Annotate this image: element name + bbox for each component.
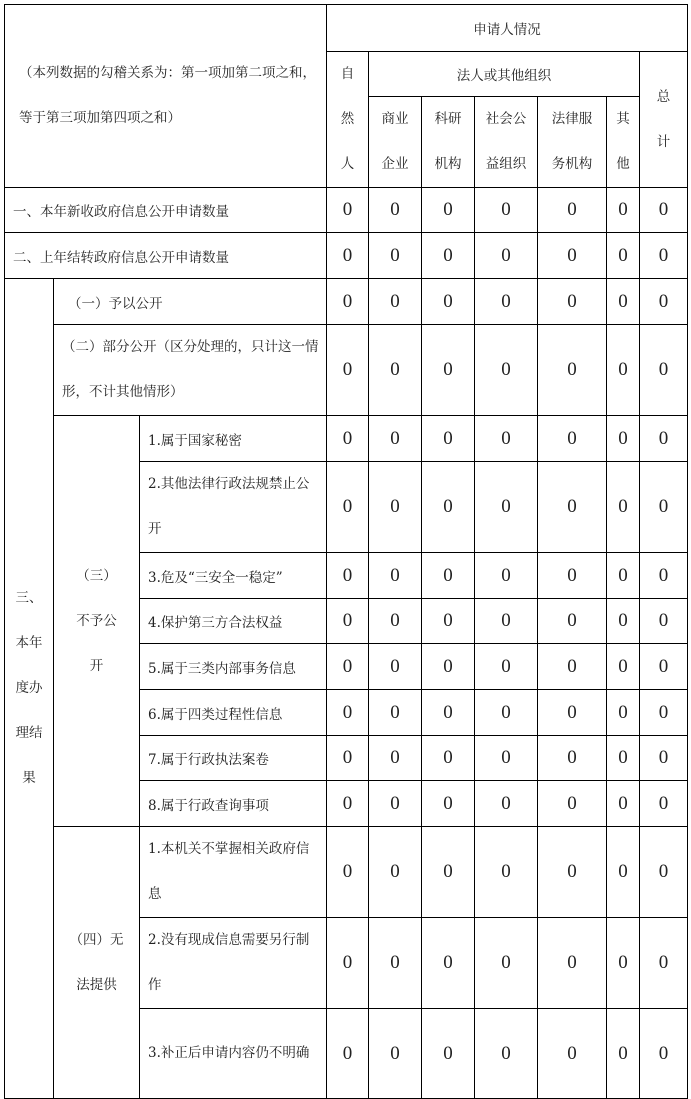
table-row-unable-1 bbox=[5, 827, 688, 918]
value-cell: 0 bbox=[369, 644, 422, 690]
value-cell: 0 bbox=[327, 279, 369, 325]
table-row-partially-disclosed bbox=[5, 325, 688, 416]
value-cell: 0 bbox=[640, 416, 688, 462]
value-cell: 0 bbox=[422, 599, 475, 644]
value-cell: 0 bbox=[327, 233, 369, 279]
value-cell: 0 bbox=[607, 416, 640, 462]
row-label-internal-affairs: 5.属于三类内部事务信息 bbox=[140, 644, 327, 690]
value-cell: 0 bbox=[422, 188, 475, 233]
value-cell: 0 bbox=[327, 736, 369, 781]
value-cell: 0 bbox=[327, 553, 369, 599]
value-cell: 0 bbox=[538, 1009, 607, 1099]
value-cell: 0 bbox=[607, 553, 640, 599]
group-label-unable-to-provide bbox=[54, 827, 140, 1099]
value-cell: 0 bbox=[369, 918, 422, 1009]
value-cell: 0 bbox=[327, 918, 369, 1009]
value-cell: 0 bbox=[640, 1009, 688, 1099]
header-natural-person: 自然人 bbox=[327, 52, 369, 188]
value-cell: 0 bbox=[369, 279, 422, 325]
value-cell: 0 bbox=[422, 781, 475, 827]
value-cell: 0 bbox=[422, 325, 475, 416]
value-cell: 0 bbox=[607, 325, 640, 416]
value-cell: 0 bbox=[475, 736, 538, 781]
value-cell: 0 bbox=[369, 827, 422, 918]
value-cell: 0 bbox=[369, 188, 422, 233]
value-cell: 0 bbox=[607, 781, 640, 827]
group-label-not-disclosed-text: （三）不予公开 bbox=[76, 567, 117, 674]
value-cell: 0 bbox=[640, 188, 688, 233]
header-total: 总计 bbox=[640, 52, 688, 188]
row-label-disclosed: （一）予以公开 bbox=[54, 279, 327, 325]
value-cell: 0 bbox=[607, 918, 640, 1009]
row-label-needs-creation: 2.没有现成信息需要另行制作 bbox=[140, 918, 327, 1009]
value-cell: 0 bbox=[369, 781, 422, 827]
value-cell: 0 bbox=[369, 690, 422, 736]
value-cell: 0 bbox=[607, 644, 640, 690]
row-label-not-held: 1.本机关不掌握相关政府信息 bbox=[140, 827, 327, 918]
value-cell: 0 bbox=[369, 553, 422, 599]
value-cell: 0 bbox=[607, 736, 640, 781]
value-cell: 0 bbox=[538, 416, 607, 462]
value-cell: 0 bbox=[422, 644, 475, 690]
value-cell: 0 bbox=[640, 279, 688, 325]
value-cell: 0 bbox=[327, 188, 369, 233]
value-cell: 0 bbox=[607, 462, 640, 553]
value-cell: 0 bbox=[475, 599, 538, 644]
value-cell: 0 bbox=[538, 781, 607, 827]
value-cell: 0 bbox=[640, 644, 688, 690]
value-cell: 0 bbox=[369, 416, 422, 462]
value-cell: 0 bbox=[475, 553, 538, 599]
header-research: 科研机构 bbox=[422, 97, 475, 188]
value-cell: 0 bbox=[538, 827, 607, 918]
value-cell: 0 bbox=[607, 599, 640, 644]
header-legal-org: 法人或其他组织 bbox=[369, 52, 640, 97]
value-cell: 0 bbox=[640, 736, 688, 781]
value-cell: 0 bbox=[538, 279, 607, 325]
value-cell: 0 bbox=[422, 233, 475, 279]
value-cell: 0 bbox=[640, 690, 688, 736]
row-label-prohibited-by-law: 2.其他法律行政法规禁止公开 bbox=[140, 462, 327, 553]
table-row-not-disclosed-1 bbox=[5, 416, 688, 462]
value-cell: 0 bbox=[327, 599, 369, 644]
header-applicant: 申请人情况 bbox=[327, 5, 688, 52]
value-cell: 0 bbox=[369, 233, 422, 279]
value-cell: 0 bbox=[475, 325, 538, 416]
value-cell: 0 bbox=[327, 781, 369, 827]
value-cell: 0 bbox=[640, 233, 688, 279]
section-label-results bbox=[5, 279, 54, 1099]
value-cell: 0 bbox=[538, 599, 607, 644]
row-label-process-information: 6.属于四类过程性信息 bbox=[140, 690, 327, 736]
value-cell: 0 bbox=[327, 325, 369, 416]
table-row-carried-over bbox=[5, 233, 688, 279]
value-cell: 0 bbox=[422, 918, 475, 1009]
value-cell: 0 bbox=[369, 325, 422, 416]
value-cell: 0 bbox=[422, 279, 475, 325]
header-commercial: 商业企业 bbox=[369, 97, 422, 188]
value-cell: 0 bbox=[422, 1009, 475, 1099]
row-label-carried-over: 二、上年结转政府信息公开申请数量 bbox=[5, 233, 327, 279]
value-cell: 0 bbox=[640, 781, 688, 827]
table-row-new-applications bbox=[5, 188, 688, 233]
value-cell: 0 bbox=[538, 736, 607, 781]
group-label-not-disclosed bbox=[54, 416, 140, 827]
table-row-disclosed bbox=[5, 279, 688, 325]
value-cell: 0 bbox=[538, 325, 607, 416]
header-public-welfare: 社会公益组织 bbox=[475, 97, 538, 188]
value-cell: 0 bbox=[475, 1009, 538, 1099]
row-label-still-unclear: 3.补正后申请内容仍不明确 bbox=[140, 1009, 327, 1099]
value-cell: 0 bbox=[369, 462, 422, 553]
row-label-three-securities: 3.危及“三安全一稳定” bbox=[140, 553, 327, 599]
value-cell: 0 bbox=[475, 918, 538, 1009]
value-cell: 0 bbox=[538, 233, 607, 279]
value-cell: 0 bbox=[640, 827, 688, 918]
value-cell: 0 bbox=[640, 918, 688, 1009]
value-cell: 0 bbox=[607, 1009, 640, 1099]
row-label-state-secret: 1.属于国家秘密 bbox=[140, 416, 327, 462]
header-row-1 bbox=[5, 5, 688, 52]
value-cell: 0 bbox=[327, 462, 369, 553]
value-cell: 0 bbox=[640, 462, 688, 553]
value-cell: 0 bbox=[369, 1009, 422, 1099]
value-cell: 0 bbox=[538, 690, 607, 736]
value-cell: 0 bbox=[327, 827, 369, 918]
value-cell: 0 bbox=[422, 553, 475, 599]
value-cell: 0 bbox=[422, 416, 475, 462]
value-cell: 0 bbox=[607, 827, 640, 918]
value-cell: 0 bbox=[475, 690, 538, 736]
section-label-results-text: 三、本年度办理结果 bbox=[15, 590, 43, 786]
value-cell: 0 bbox=[475, 781, 538, 827]
value-cell: 0 bbox=[640, 553, 688, 599]
header-note: （本列数据的勾稽关系为：第一项加第二项之和，等于第三项加第四项之和） bbox=[5, 5, 327, 188]
value-cell: 0 bbox=[422, 827, 475, 918]
value-cell: 0 bbox=[475, 233, 538, 279]
value-cell: 0 bbox=[538, 553, 607, 599]
value-cell: 0 bbox=[538, 644, 607, 690]
value-cell: 0 bbox=[422, 462, 475, 553]
value-cell: 0 bbox=[475, 827, 538, 918]
row-label-enforcement-files: 7.属于行政执法案卷 bbox=[140, 736, 327, 781]
header-legal-service: 法律服务机构 bbox=[538, 97, 607, 188]
value-cell: 0 bbox=[327, 690, 369, 736]
value-cell: 0 bbox=[607, 233, 640, 279]
value-cell: 0 bbox=[475, 279, 538, 325]
value-cell: 0 bbox=[475, 416, 538, 462]
row-label-third-party-rights: 4.保护第三方合法权益 bbox=[140, 599, 327, 644]
value-cell: 0 bbox=[422, 690, 475, 736]
row-label-query-matters: 8.属于行政查询事项 bbox=[140, 781, 327, 827]
value-cell: 0 bbox=[538, 188, 607, 233]
value-cell: 0 bbox=[369, 736, 422, 781]
row-label-new-applications: 一、本年新收政府信息公开申请数量 bbox=[5, 188, 327, 233]
value-cell: 0 bbox=[369, 599, 422, 644]
value-cell: 0 bbox=[640, 325, 688, 416]
value-cell: 0 bbox=[422, 736, 475, 781]
value-cell: 0 bbox=[640, 599, 688, 644]
value-cell: 0 bbox=[475, 462, 538, 553]
header-other: 其他 bbox=[607, 97, 640, 188]
value-cell: 0 bbox=[327, 1009, 369, 1099]
value-cell: 0 bbox=[607, 690, 640, 736]
value-cell: 0 bbox=[327, 644, 369, 690]
value-cell: 0 bbox=[538, 918, 607, 1009]
value-cell: 0 bbox=[607, 188, 640, 233]
row-label-partially-disclosed: （二）部分公开（区分处理的，只计这一情形，不计其他情形） bbox=[54, 325, 327, 416]
value-cell: 0 bbox=[607, 279, 640, 325]
value-cell: 0 bbox=[475, 644, 538, 690]
group-label-unable-to-provide-text: （四）无法提供 bbox=[69, 931, 124, 993]
disclosure-statistics-table bbox=[4, 4, 688, 1099]
value-cell: 0 bbox=[538, 462, 607, 553]
value-cell: 0 bbox=[327, 416, 369, 462]
value-cell: 0 bbox=[475, 188, 538, 233]
